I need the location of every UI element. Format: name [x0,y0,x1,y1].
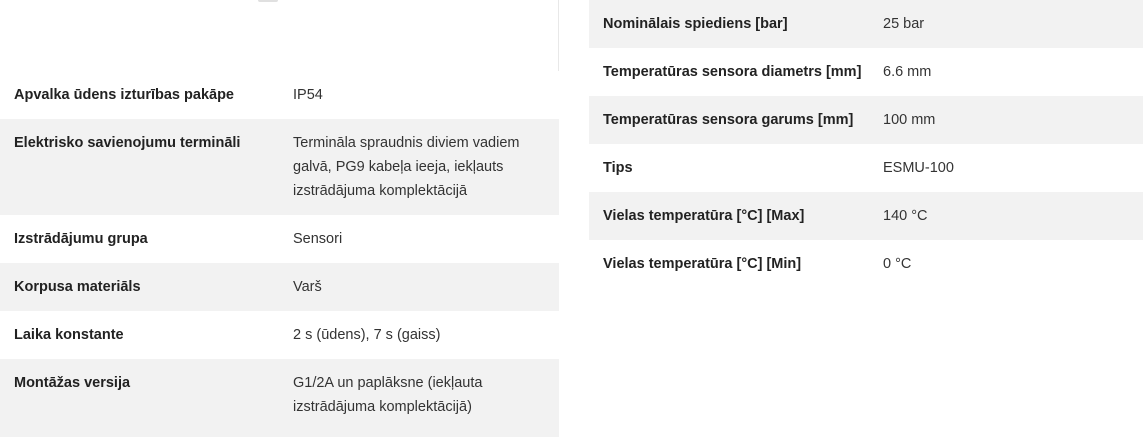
spec-label: Montāžas versija [14,375,131,391]
spec-label: Vielas temperatūra [°C] [Max] [603,208,805,224]
spec-table-left [0,0,559,431]
spec-value: 0 °C [883,256,912,272]
spec-label: Tips [603,160,633,176]
spec-label: Elektrisko savienojumu termināli [14,135,241,151]
spec-row-housing-material [0,263,559,311]
spec-value: Termināla spraudnis diviem vadiem galvā, PG9 kabeļa ieeja, iekļauts izstrādājuma komplektācijā [293,135,520,199]
spec-value: 140 °C [883,208,928,224]
spec-row-product-group [0,215,559,263]
spec-value: 6.6 mm [883,64,932,80]
spec-value: 2 s (ūdens), 7 s (gaiss) [293,327,441,343]
spec-value: G1/2A un paplāksne (iekļauta izstrādājuma komplektācijā) [293,375,483,415]
spec-value: IP54 [293,87,323,103]
spec-row-ingress-protection [0,71,559,119]
spec-label: Korpusa materiāls [14,279,141,295]
spec-row-electrical-terminals [0,119,559,215]
spec-value: 100 mm [883,112,936,128]
spec-label: Apvalka ūdens izturības pakāpe [14,87,234,103]
spec-row-medium-temp-min [589,240,1143,288]
spec-table-right [589,0,1143,288]
spec-row-sensor-diameter [589,48,1143,96]
spec-value: ESMU-100 [883,160,954,176]
spec-row-medium-temp-max [589,192,1143,240]
spec-value: Varš [293,279,322,295]
table-spacer [0,0,559,71]
spec-row-sensor-length [589,96,1143,144]
spec-label: Laika konstante [14,327,124,343]
spec-label: Temperatūras sensora garums [mm] [603,112,854,128]
spec-row-time-constant [0,311,559,359]
spec-label: Nominālais spiediens [bar] [603,16,788,32]
spec-row-mounting-version [0,359,559,431]
spec-value: 25 bar [883,16,925,32]
spec-label: Vielas temperatūra [°C] [Min] [603,256,802,272]
spec-row-nominal-pressure [589,0,1143,48]
spec-label: Temperatūras sensora diametrs [mm] [603,64,862,80]
spec-value: Sensori [293,231,343,247]
table-bottom-divider [0,431,559,437]
spec-label: Izstrādājumu grupa [14,231,148,247]
spec-row-type [589,144,1143,192]
